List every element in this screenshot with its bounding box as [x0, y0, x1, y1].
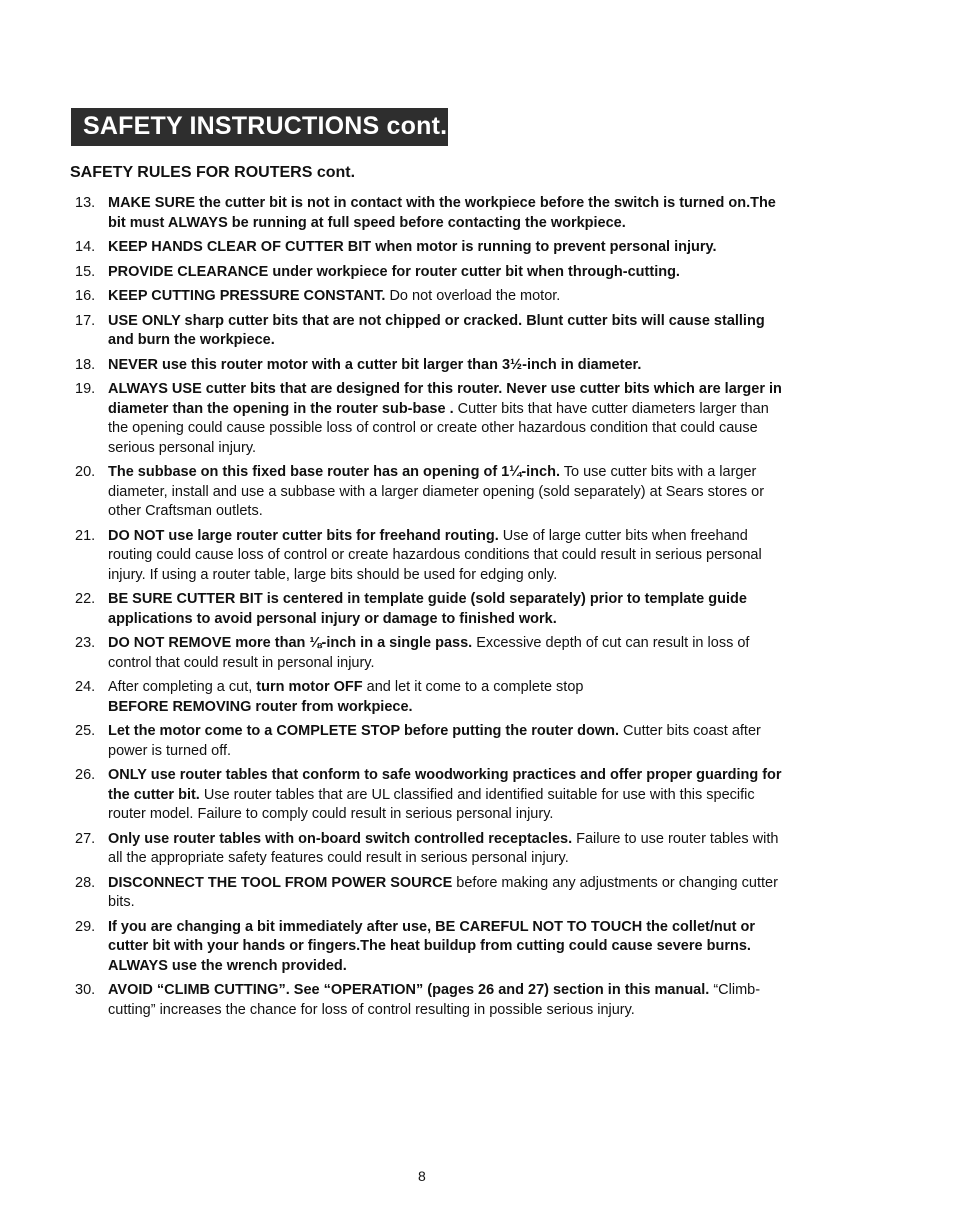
rule-text: Use router tables that are UL classified and identified suitable for use with this specific router model. Failure to comply could result in serious personal injury. [108, 786, 755, 822]
rule-28 [70, 874, 790, 913]
rule-number: 23. [75, 635, 96, 651]
rule-bold-text: DO NOT use large router cutter bits for freehand routing. [108, 527, 499, 544]
rule-number: 19. [75, 381, 96, 397]
rule-number: 18. [75, 356, 96, 373]
rule-20 [70, 463, 790, 522]
rule-bold-text: BE SURE CUTTER BIT is centered in template guide (sold separately) prior to template guide applications to avoid personal injury or damage to finished work. [108, 591, 747, 627]
rule-bold-text: turn motor OFF [256, 679, 363, 695]
rule-text: Use of large cutter bits when freehand routing could cause loss of control or create hazardous conditions that could result in serious personal injury. If using a router table, large bits should be used for edging only. [108, 527, 762, 583]
rule-bold-text: AVOID “CLIMB CUTTING”. See “OPERATION” (pages 26 and 27) section in this manual. [108, 982, 710, 998]
rule-text: Cutter bits coast after power is turned off. [108, 723, 761, 759]
rule-number: 21. [75, 527, 96, 544]
rule-text: “Climb-cutting” increases the chance for loss of control resulting in possible serious injury. [108, 982, 761, 1018]
rule-bold-text: Let the motor come to a COMPLETE STOP before putting the router down. [108, 723, 620, 739]
rule-18 [70, 356, 790, 376]
rule-29 [70, 918, 790, 977]
rule-19 [70, 380, 790, 458]
rule-21 [70, 527, 790, 586]
rule-bold-text: USE ONLY sharp cutter bits that are not chipped or cracked. Blunt cutter bits will cause stalling and burn the workpiece. [108, 312, 765, 348]
rule-bold-text: KEEP CUTTING PRESSURE CONSTANT. [108, 288, 386, 304]
rule-number: 20. [75, 464, 96, 480]
rule-number: 28. [75, 874, 96, 891]
rule-text: Cutter bits that have cutter diameters larger than the opening could cause possible loss of control or create other hazardous condition that could cause serious personal injury. [108, 400, 769, 456]
rule-26 [70, 766, 790, 825]
rule-text: Excessive depth of cut can result in loss of control that could result in personal injury. [108, 635, 750, 671]
rule-text: To use cutter bits with a larger diameter, install and use a subbase with a larger diameter opening (sold separately) at Sears stores or other Craftsman outlets. [108, 464, 765, 519]
rule-bold-text: Only use router tables with on-board switch controlled receptacles. [108, 830, 573, 847]
rule-bold-text: MAKE SURE the cutter bit is not in contact with the workpiece before the switch is turned on.The bit must ALWAYS be running at full speed before contacting the workpiece. [108, 195, 776, 231]
rule-bold-text: NEVER use this router motor with a cutter bit larger than 3½-inch in diameter. [108, 356, 642, 373]
safety-rules-list [70, 194, 790, 1025]
rule-number: 25. [75, 723, 96, 739]
rule-number: 30. [75, 982, 96, 998]
rule-bold-text: If you are changing a bit immediately after use, BE CAREFUL NOT TO TOUCH the collet/nut or cutter bit with your hands or fingers.The heat buildup from cutting could cause severe burns. ALWAYS use the wrench provided. [108, 918, 755, 974]
rule-text: Do not overload the motor. [385, 288, 561, 304]
rule-23 [70, 634, 790, 673]
rule-number: 13. [75, 195, 96, 211]
rule-number: 15. [75, 263, 96, 280]
rule-17 [70, 312, 790, 351]
rule-text: After completing a cut, [108, 679, 257, 695]
rule-bold-text: PROVIDE CLEARANCE under workpiece for router cutter bit when through-cutting. [108, 263, 680, 280]
rule-number: 26. [75, 767, 96, 783]
rule-22 [70, 590, 790, 629]
rule-number: 16. [75, 288, 96, 304]
rule-number: 14. [75, 239, 96, 255]
section-subtitle: SAFETY RULES FOR ROUTERS cont. [70, 164, 356, 181]
rule-25 [70, 722, 790, 761]
rule-bold-text: ALWAYS USE cutter bits that are designed for this router. Never use cutter bits which are larger in diameter than the opening in the router sub-base . [108, 381, 782, 417]
rule-27 [70, 830, 790, 869]
rule-13 [70, 194, 790, 233]
rule-bold-text: ONLY use router tables that conform to safe woodworking practices and offer proper guarding for the cutter bit. [108, 767, 782, 803]
rule-text: and let it come to a complete stop [362, 679, 584, 695]
rule-24 [70, 678, 790, 717]
banner-title: SAFETY INSTRUCTIONS cont. [83, 112, 448, 140]
rule-text: Failure to use router tables with all the appropriate safety features could result in serious personal injury. [108, 830, 779, 866]
rule-bold-text: KEEP HANDS CLEAR OF CUTTER BIT when motor is running to prevent personal injury. [108, 239, 717, 255]
rule-14 [70, 238, 790, 258]
rule-bold-text: BEFORE REMOVING router from workpiece. [108, 698, 413, 715]
rule-15 [70, 263, 790, 283]
section-banner [71, 108, 448, 146]
rule-number: 24. [75, 679, 96, 695]
rule-bold-text: DISCONNECT THE TOOL FROM POWER SOURCE [108, 874, 453, 891]
rule-number: 27. [75, 830, 96, 847]
rule-number: 22. [75, 591, 96, 607]
rule-text: before making any adjustments or changing cutter bits. [108, 874, 778, 910]
page-number: 8 [418, 1168, 426, 1184]
rule-bold-text: The subbase on this fixed base router has an opening of 1¼-inch. [108, 464, 560, 480]
rule-bold-text: DO NOT REMOVE more than ⅛-inch in a single pass. [108, 635, 473, 651]
rule-30 [70, 981, 790, 1020]
rule-16 [70, 287, 790, 307]
rule-number: 17. [75, 312, 96, 329]
rule-number: 29. [75, 918, 96, 935]
